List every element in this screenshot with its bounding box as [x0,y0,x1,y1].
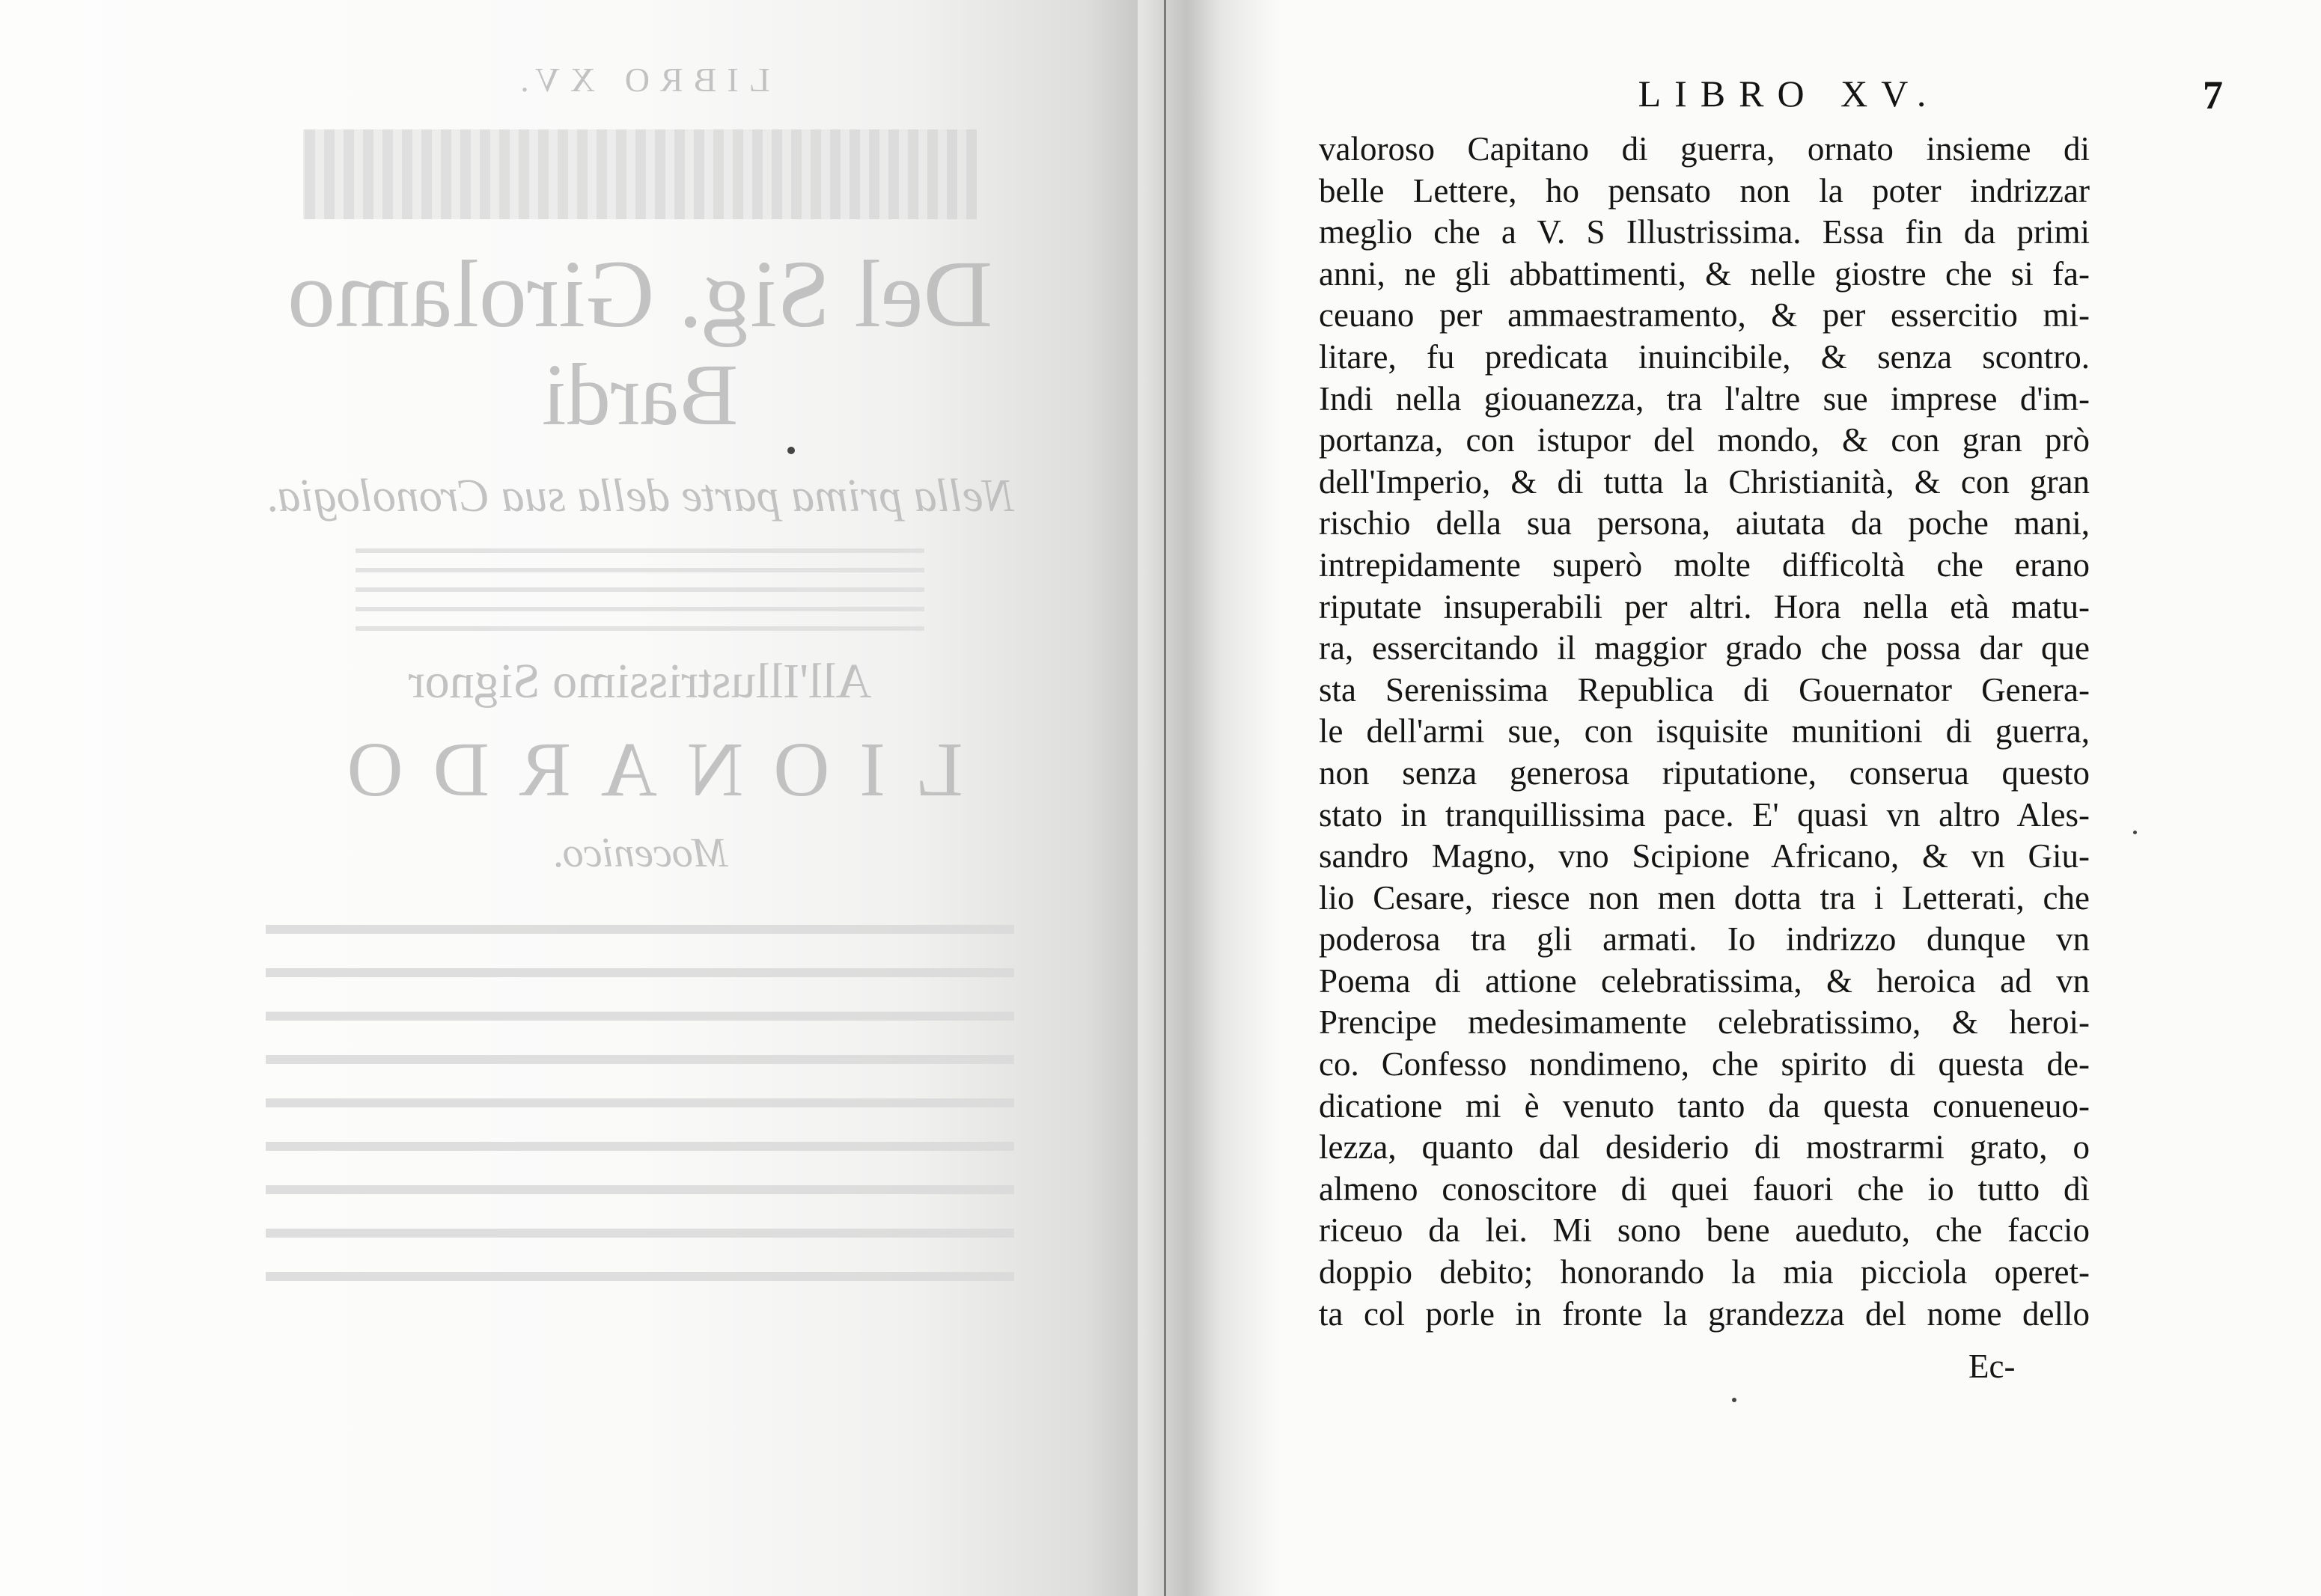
dedication-text [1319,129,2090,1335]
page-number: 7 [2203,73,2223,117]
text-line: valoroso Capitano di guerra, ornato insieme di [1319,130,2090,168]
text-line: riceuo da lei. Mi sono bene aueduto, che faccio [1319,1211,2090,1250]
text-line: meglio che a V. S Illustrissima. Essa fin da primi [1319,213,2090,251]
ghost-title: Del Sig. Girolamo [287,241,993,347]
text-line: stato in tranquillissima pace. E' quasi vn altro Ales- [1319,795,2090,834]
text-line: Indi nella giouanezza, tra l'altre sue imprese d'im- [1319,379,2090,418]
text-line: lezza, quanto dal desiderio di mostrarmi grato, o [1319,1128,2090,1167]
text-line: poderosa tra gli armati. Io indrizzo dunque vn [1319,920,2090,958]
text-line: rischio della sua persona, aiutata da poche mani, [1319,504,2090,542]
text-line: sandro Magno, vno Scipione Africano, & vn Giu- [1319,837,2090,875]
text-line: intrepidamente superò molte difficoltà che erano [1319,545,2090,584]
right-page [1272,0,2321,1596]
text-line: ceuano per ammaestramento, & per essercitio mi- [1319,296,2090,334]
ghost-small-name: Mocenico. [552,830,728,876]
text-line: anni, ne gli abbattimenti, & nelle giostre che si fa- [1319,254,2090,293]
text-line: dicatione mi è venuto tanto da questa conueneuo- [1319,1086,2090,1125]
ghost-text-block [266,907,1014,1281]
text-line: Poema di attione celebratissima, & heroica ad vn [1319,961,2090,1000]
text-line: portanza, con istupor del mondo, & con gran prò [1319,421,2090,459]
text-line: le dell'armi sue, con isquisite munitioni di guerra, [1319,712,2090,750]
left-page [0,0,1138,1596]
text-line: almeno conoscitore di quei fauori che io tutto dì [1319,1170,2090,1208]
text-line: litare, fu predicata inuincibile, & senza scontro. [1319,337,2090,376]
ghost-caps-name: LIONARDO [317,727,963,813]
text-line: sta Serenissima Republica di Gouernator Genera- [1319,670,2090,709]
ink-speck [787,447,795,454]
ghost-name: Bardi [541,346,739,444]
text-line: belle Lettere, ho pensato non la poter indrizzar [1319,171,2090,210]
catchword: Ec- [1968,1348,2016,1385]
text-line: ta col porle in fronte la grandezza del nome dello [1319,1294,2090,1333]
text-line: dell'Imperio, & di tutta la Christianità, & con gran [1319,462,2090,501]
ghost-ornament-band [303,129,977,219]
ink-speck [1732,1398,1736,1402]
book-spine-line [1164,0,1166,1596]
ghost-fine-print [356,548,924,631]
text-line: non senza generosa riputatione, conserua questo [1319,753,2090,792]
text-line: ra, essercitando il maggior grado che possa dar que [1319,629,2090,667]
ink-speck [2133,831,2137,834]
text-line: Prencipe medesimamente celebratissimo, & heroi- [1319,1003,2090,1042]
text-line: riputate insuperabili per altri. Hora nella età matu- [1319,587,2090,626]
ghost-running-head: LIBRO XV. [510,61,770,99]
bleed-through-title-page [247,30,1033,1281]
ghost-subtitle: Nella prima parte della sua Cronologia. [265,471,1015,522]
text-line: lio Cesare, riesce non men dotta tra i Letterati, che [1319,878,2090,917]
book-gutter-shadow [1085,0,1280,1596]
ghost-dedication: All'Illustrissimo Signor [408,654,872,709]
text-line: co. Confesso nondimeno, che spirito di questa de- [1319,1045,2090,1083]
running-head-title: LIBRO XV. [1638,73,1940,114]
text-line: doppio debito; honorando la mia picciola operet- [1319,1253,2090,1291]
running-head [1489,72,2223,124]
